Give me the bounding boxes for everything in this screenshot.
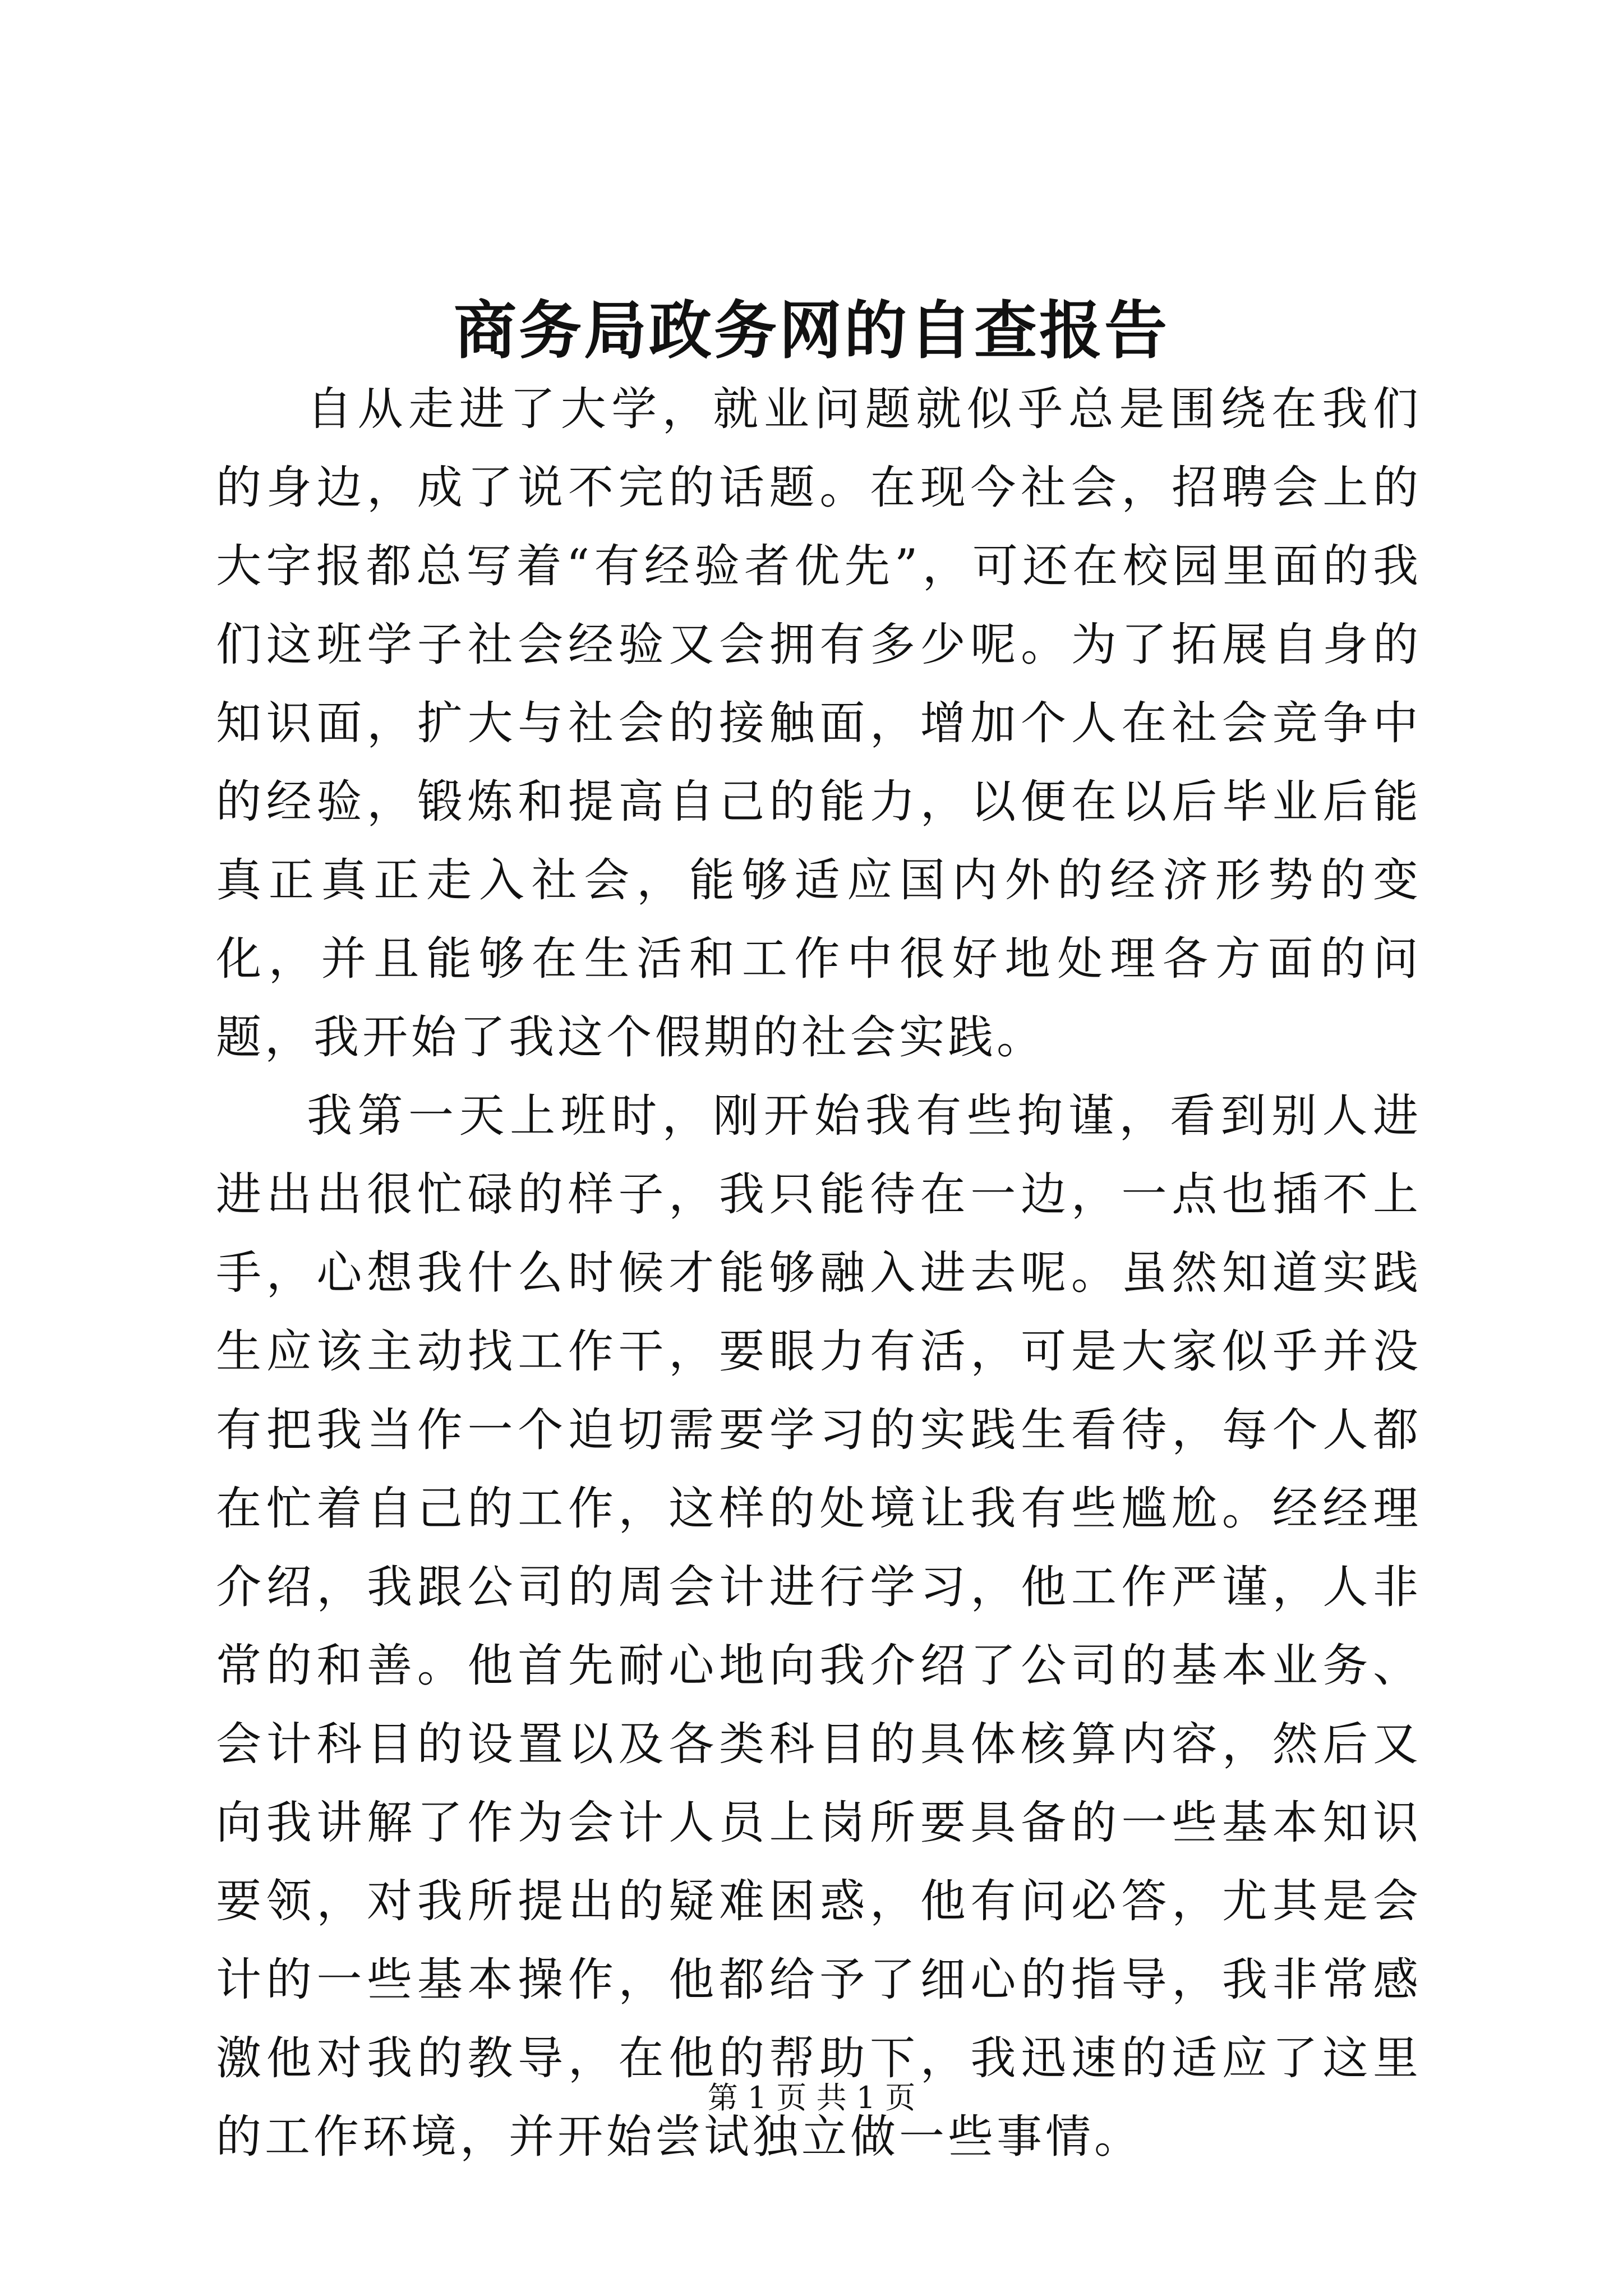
paragraph-2: 我第一天上班时，刚开始我有些拘谨，看到别人进进出出很忙碌的样子，我只能待在一边，一点也插不上手，心想我什么时候才能够融入进去呢。虽然知道实践生应该主动找工作干，要眼力有活，可是大家似乎并没有把我当作一个迫切需要学习的实践生看待，每个人都在忙着自己的工作，这样的处境让我有些尴尬。经经理介绍，我跟公司的周会计进行学习，他工作严谨，人非常的和善。他首先耐心地向我介绍了公司的基本业务、会计科目的设置以及各类科目的具体核算内容，然后又向我讲解了作为会计人员上岗所要具备的一些基本知识要领，对我所提出的疑难困惑，他有问必答，尤其是会计的一些基本操作，他都给予了细心的指导，我非常感激他对我的教导，在他的帮助下，我迅速的适应了这里的工作环境，并开始尝试独立做一些事情。 xyxy=(216,1090,1422,2164)
paragraph-1: 自从走进了大学，就业问题就似乎总是围绕在我们的身边，成了说不完的话题。在现今社会，招聘会上的大字报都总写着“有经验者优先”，可还在校园里面的我们这班学子社会经验又会拥有多少呢。为了拓展自身的知识面，扩大与社会的接触面，增加个人在社会竞争中的经验，锻炼和提高自己的能力，以便在以后毕业后能真正真正走入社会，能够适应国内外的经济形势的变化，并且能够在生活和工作中很好地处理各方面的问题，我开始了我这个假期的社会实践。 xyxy=(216,383,1422,1064)
page-footer: 第 1 页 共 1 页 xyxy=(707,2080,916,2115)
document-title: 商务局政务网的自查报告 xyxy=(454,294,1169,367)
document-body xyxy=(216,370,1422,2177)
